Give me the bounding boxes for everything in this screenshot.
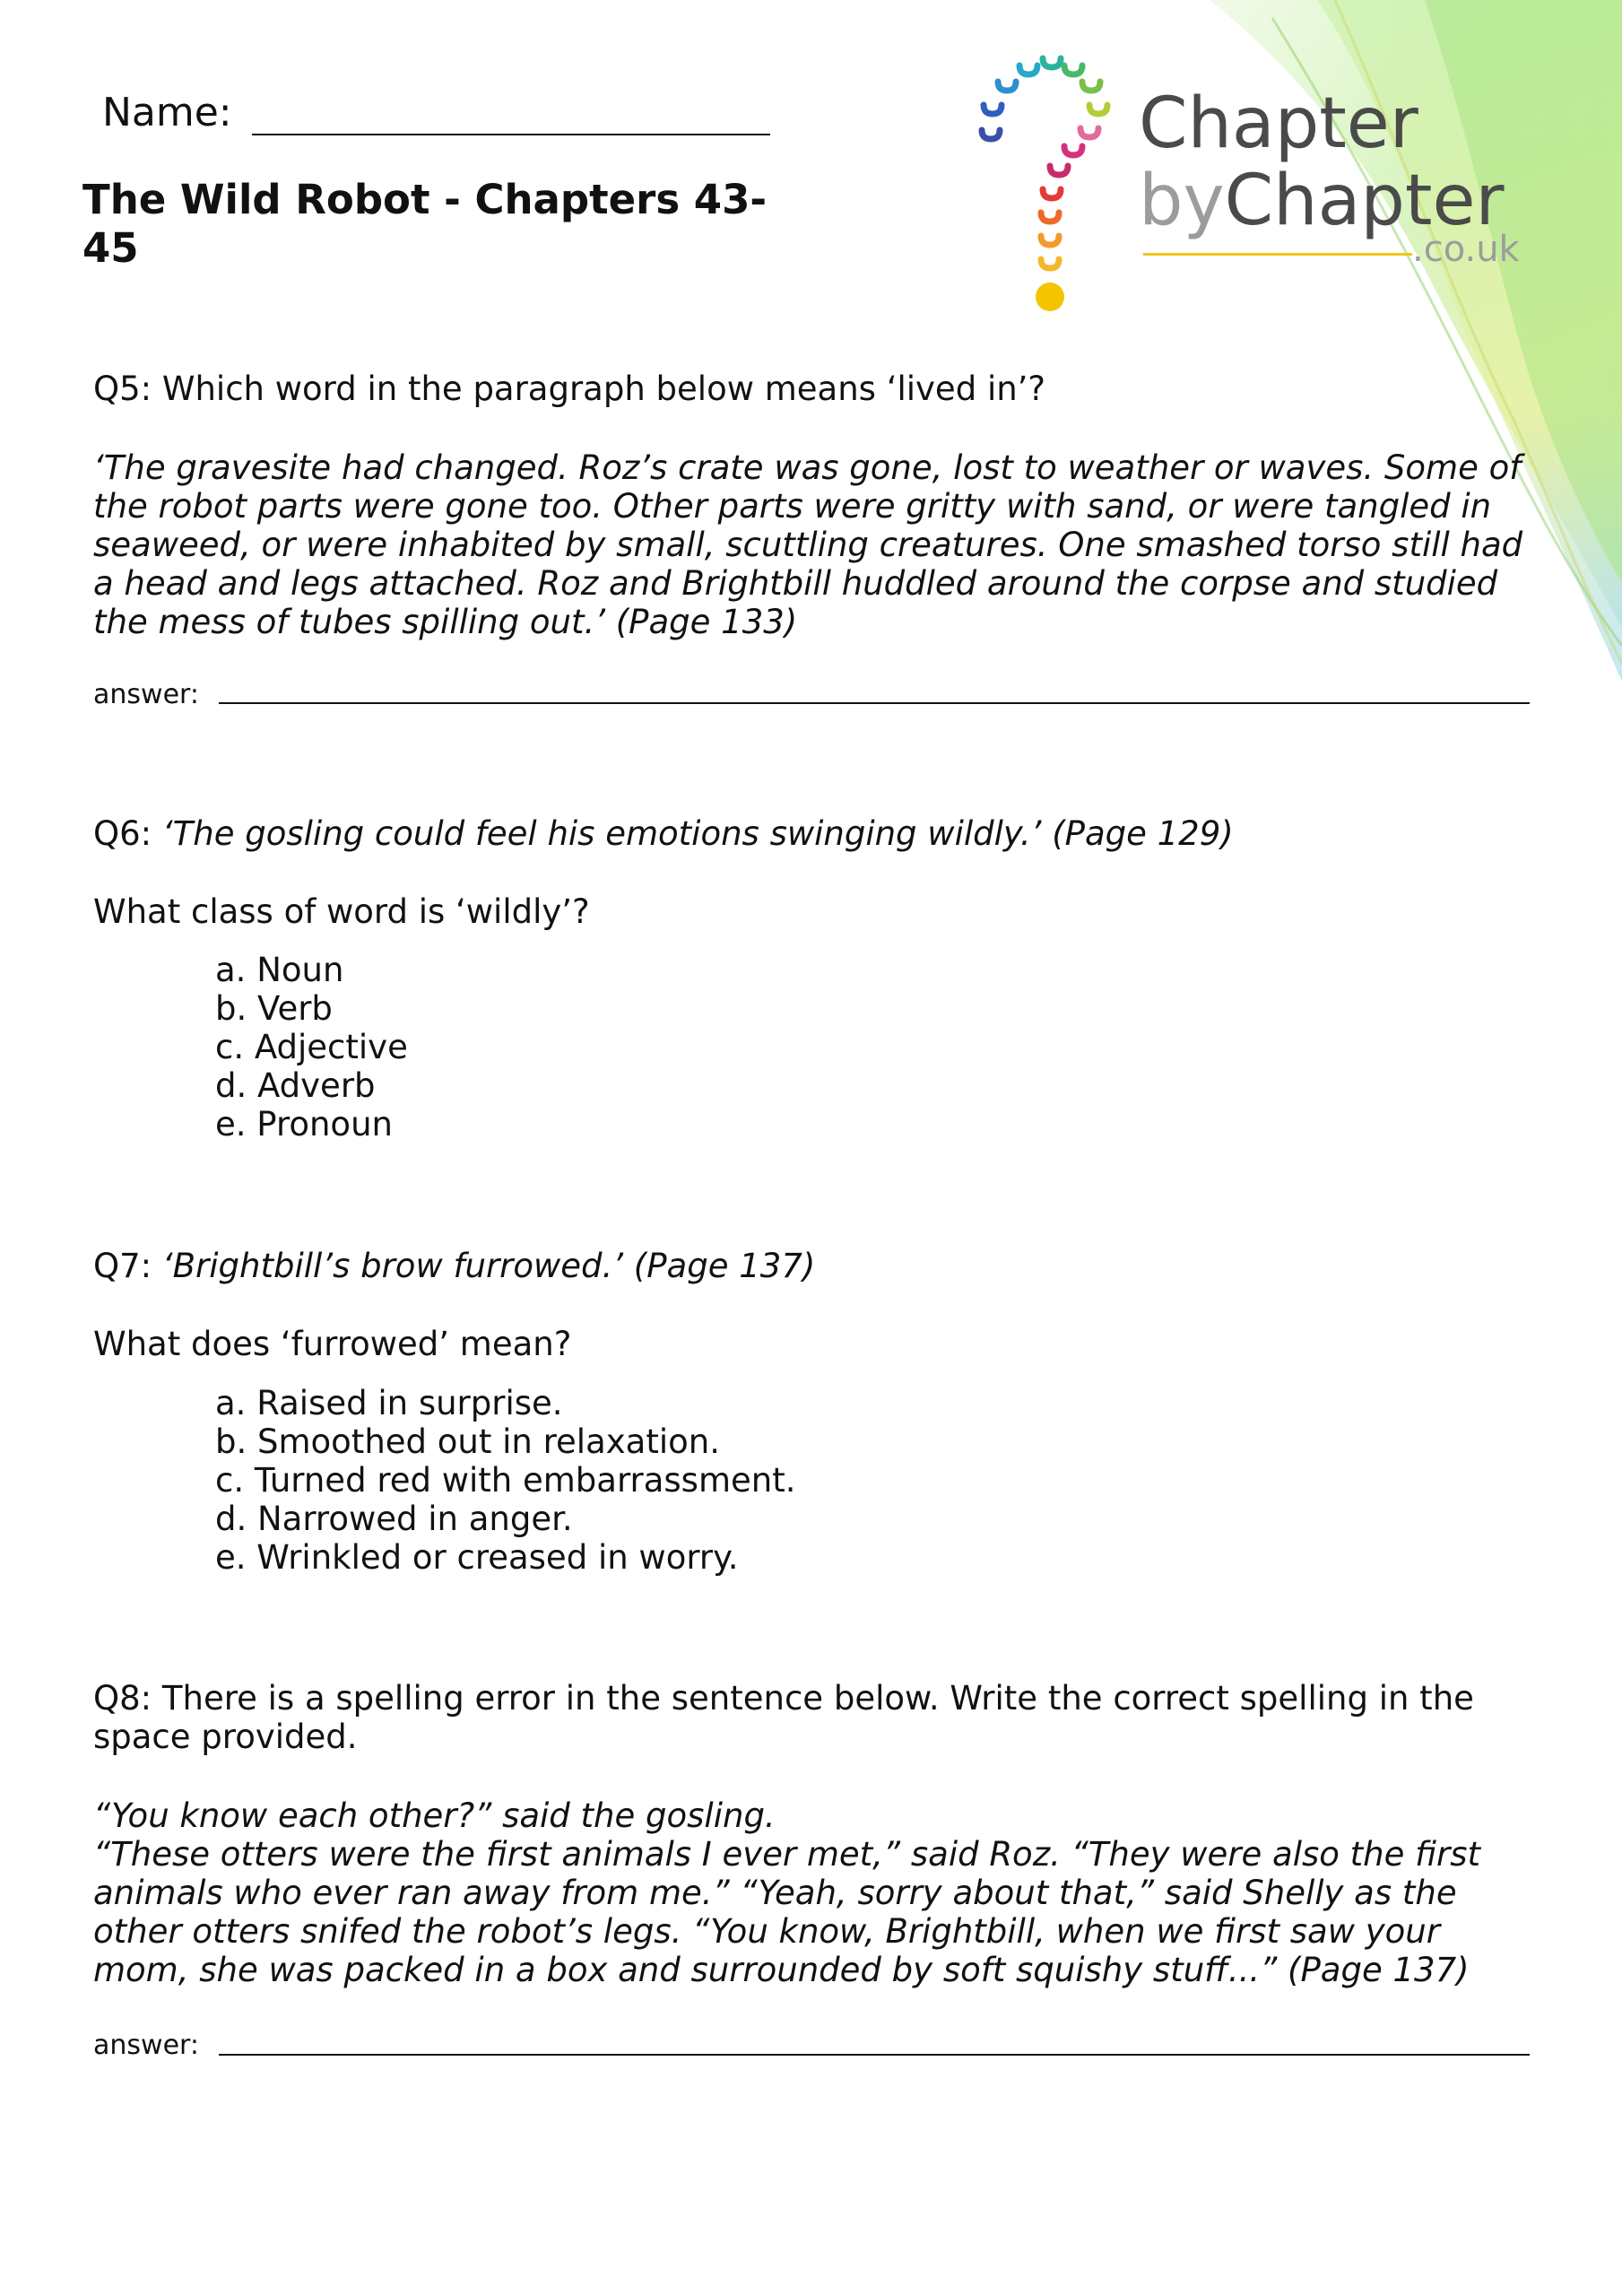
q8-passage [93,1796,1546,1989]
q5-answer-field[interactable] [219,702,1530,704]
q7-option-e[interactable]: e. Wrinkled or creased in worry. [215,1538,739,1577]
q7-options [215,1384,795,1577]
q6-option-a[interactable]: a. Noun [215,951,344,989]
q7-option-b[interactable]: b. Smoothed out in relaxation. [215,1422,720,1461]
q7-quote: ‘Brightbill’s brow furrowed.’ (Page 137) [161,1247,816,1285]
logo-word-bychapter [1139,161,1505,241]
q8-answer-field[interactable] [219,2054,1530,2056]
name-row [102,90,770,135]
q8-passage-rest: “These otters were the first animals I ever met,” said Roz. “They were also the first animals who ever ran away from me.” “Yeah, sorry about that,” said Shelly as the other otters snifed the robot’s legs. “You know, Brightbill, when we first saw your mom, she was packed in a box and surrounded by soft squishy stuff...” (Page 137) [93,1835,1481,1989]
logo-underline [1143,253,1412,256]
q7-option-a[interactable]: a. Raised in surprise. [215,1384,563,1422]
q8-prompt: Q8: There is a spelling error in the sentence below. Write the correct spelling in the space provided. [93,1679,1474,1756]
q8-answer-label: answer: [93,2030,199,2061]
q6-prompt [93,814,1234,853]
q5-prompt: Q5: Which word in the paragraph below means ‘lived in’? [93,370,1046,408]
chapter-by-chapter-logo [964,49,1538,318]
q7-number: Q7: [93,1247,152,1285]
book-question-mark-icon [964,49,1134,318]
logo-word-by: by [1139,161,1225,241]
q6-question: What class of word is ‘wildly’? [93,892,590,931]
name-label: Name: [102,90,232,135]
q6-number: Q6: [93,814,152,853]
q7-option-d[interactable]: d. Narrowed in anger. [215,1500,573,1538]
q7-prompt [93,1247,815,1285]
q7-option-c[interactable]: c. Turned red with embarrassment. [215,1461,796,1500]
q6-option-e[interactable]: e. Pronoun [215,1105,393,1144]
page-title: The Wild Robot - Chapters 43-45 [82,176,768,272]
q8-passage-line-1: “You know each other?” said the gosling. [93,1796,776,1835]
q7-question: What does ‘furrowed’ mean? [93,1325,572,1363]
logo-word-chapter: Chapter [1139,83,1418,164]
q5-passage: ‘The gravesite had changed. Roz’s crate was gone, lost to weather or waves. Some of the robot parts were gone too. Other parts were gritty with sand, or were tangled in seaweed, or were inhabited by small, scuttling creatures. One smashed torso still had a head and legs attached. Roz and Brightbill huddled around the corpse and studied the mess of tubes spilling out.’ (Page 133) [93,448,1523,641]
q6-options [215,951,408,1144]
name-field-line[interactable] [252,94,770,135]
logo-domain: .co.uk [1412,229,1520,270]
q6-option-b[interactable]: b. Verb [215,989,333,1028]
q6-option-d[interactable]: d. Adverb [215,1066,376,1105]
q6-option-c[interactable]: c. Adjective [215,1028,408,1066]
q5-answer-label: answer: [93,679,199,710]
logo-word-chapter-2: Chapter [1224,161,1505,241]
q6-quote: ‘The gosling could feel his emotions swinging wildly.’ (Page 129) [161,814,1234,853]
